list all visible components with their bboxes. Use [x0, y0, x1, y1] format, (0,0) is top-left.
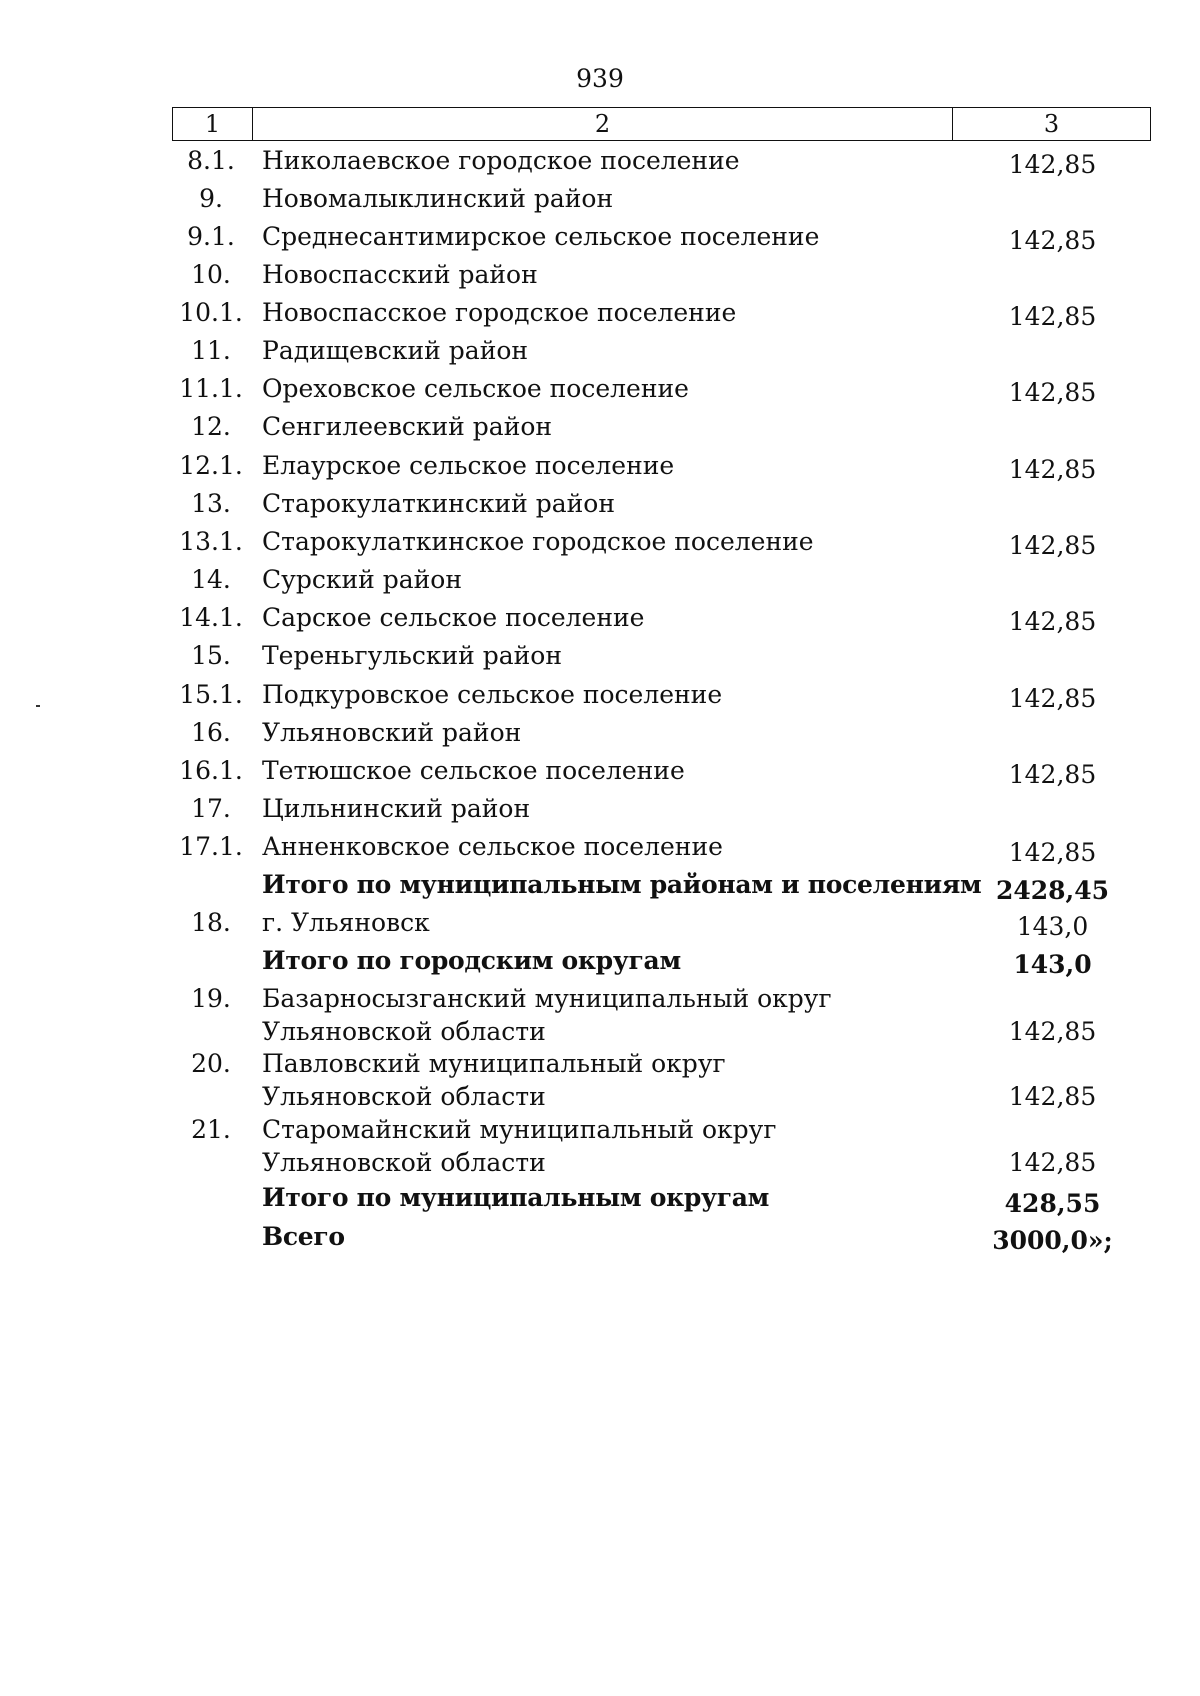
row-name: Николаевское городское поселение: [262, 146, 740, 175]
row-value: 428,55: [1004, 1189, 1101, 1218]
row-value: 142,85: [1008, 455, 1097, 484]
row-value: 142,85: [1008, 1148, 1097, 1177]
row-number: 20.: [191, 1049, 231, 1078]
row-value: 143,0: [1016, 912, 1089, 941]
row-number: 10.: [191, 260, 231, 289]
row-value: 142,85: [1008, 302, 1097, 331]
row-name: г. Ульяновск: [262, 908, 430, 937]
row-name: Базарносызганский муниципальный округ: [262, 984, 832, 1013]
row-name: Старокулаткинское городское поселение: [262, 527, 814, 556]
row-number: 9.: [199, 184, 223, 213]
row-name: Старокулаткинский район: [262, 489, 616, 518]
row-number: 13.1.: [179, 527, 243, 556]
row-name: Новоспасский район: [262, 260, 538, 289]
row-value: 142,85: [1008, 760, 1097, 789]
row-number: 15.: [191, 641, 231, 670]
row-name: Новомалыклинский район: [262, 184, 614, 213]
row-name: Сенгилеевский район: [262, 412, 553, 441]
row-name: Подкуровское сельское поселение: [262, 680, 723, 709]
row-number: 8.1.: [187, 146, 235, 175]
header-col-1: 1: [173, 108, 253, 140]
row-name: Среднесантимирское сельское поселение: [262, 222, 820, 251]
row-number: 12.: [191, 412, 231, 441]
row-number: 14.1.: [179, 603, 243, 632]
row-value: 142,85: [1008, 684, 1097, 713]
row-name: Тетюшское сельское поселение: [262, 756, 685, 785]
row-number: 11.: [191, 336, 231, 365]
row-name: Итого по муниципальным округам: [262, 1183, 770, 1212]
row-value: 142,85: [1008, 531, 1097, 560]
row-name: Цильнинский район: [262, 794, 531, 823]
row-number: 17.: [191, 794, 231, 823]
row-number: 13.: [191, 489, 231, 518]
row-value: 142,85: [1008, 378, 1097, 407]
row-name: Итого по муниципальным районам и поселениям: [262, 870, 982, 899]
row-number: 10.1.: [179, 298, 243, 327]
row-number: 9.1.: [187, 222, 235, 251]
row-name: Новоспасское городское поселение: [262, 298, 737, 327]
row-name: Сурский район: [262, 565, 463, 594]
row-number: 17.1.: [179, 832, 243, 861]
row-number: 16.1.: [179, 756, 243, 785]
row-value: 143,0: [1013, 950, 1092, 979]
row-value: 142,85: [1008, 1082, 1097, 1111]
row-number: 12.1.: [179, 451, 243, 480]
row-number: 18.: [191, 908, 231, 937]
header-col-3: 3: [1043, 110, 1060, 138]
row-name: Ульяновской области: [262, 1082, 546, 1111]
row-name: Елаурское сельское поселение: [262, 451, 675, 480]
row-value: 142,85: [1008, 226, 1097, 255]
row-value: 2428,45: [995, 876, 1110, 905]
row-name: Ульяновской области: [262, 1017, 546, 1046]
row-name: Тереньгульский район: [262, 641, 563, 670]
row-number: 15.1.: [179, 680, 243, 709]
row-name: Старомайнский муниципальный округ: [262, 1115, 777, 1144]
row-name: Анненковское сельское поселение: [262, 832, 723, 861]
row-name: Сарское сельское поселение: [262, 603, 645, 632]
row-name: Ульяновской области: [262, 1148, 546, 1177]
row-value: 3000,0»;: [992, 1226, 1113, 1255]
scan-mark: [36, 705, 40, 707]
header-col-2: 2: [253, 108, 953, 140]
row-name: Итого по городским округам: [262, 946, 681, 975]
table-header: [172, 107, 1151, 141]
row-name: Ульяновский район: [262, 718, 522, 747]
row-name: Радищевский район: [262, 336, 529, 365]
row-number: 21.: [191, 1115, 231, 1144]
row-name: Всего: [262, 1222, 345, 1251]
row-number: 14.: [191, 565, 231, 594]
row-name: Ореховское сельское поселение: [262, 374, 689, 403]
row-number: 19.: [191, 984, 231, 1013]
row-name: Павловский муниципальный округ: [262, 1049, 726, 1078]
row-value: 142,85: [1008, 150, 1097, 179]
row-number: 11.1.: [179, 374, 243, 403]
page-number: 939: [576, 64, 624, 93]
row-value: 142,85: [1008, 838, 1097, 867]
row-value: 142,85: [1008, 1017, 1097, 1046]
row-number: 16.: [191, 718, 231, 747]
row-value: 142,85: [1008, 607, 1097, 636]
